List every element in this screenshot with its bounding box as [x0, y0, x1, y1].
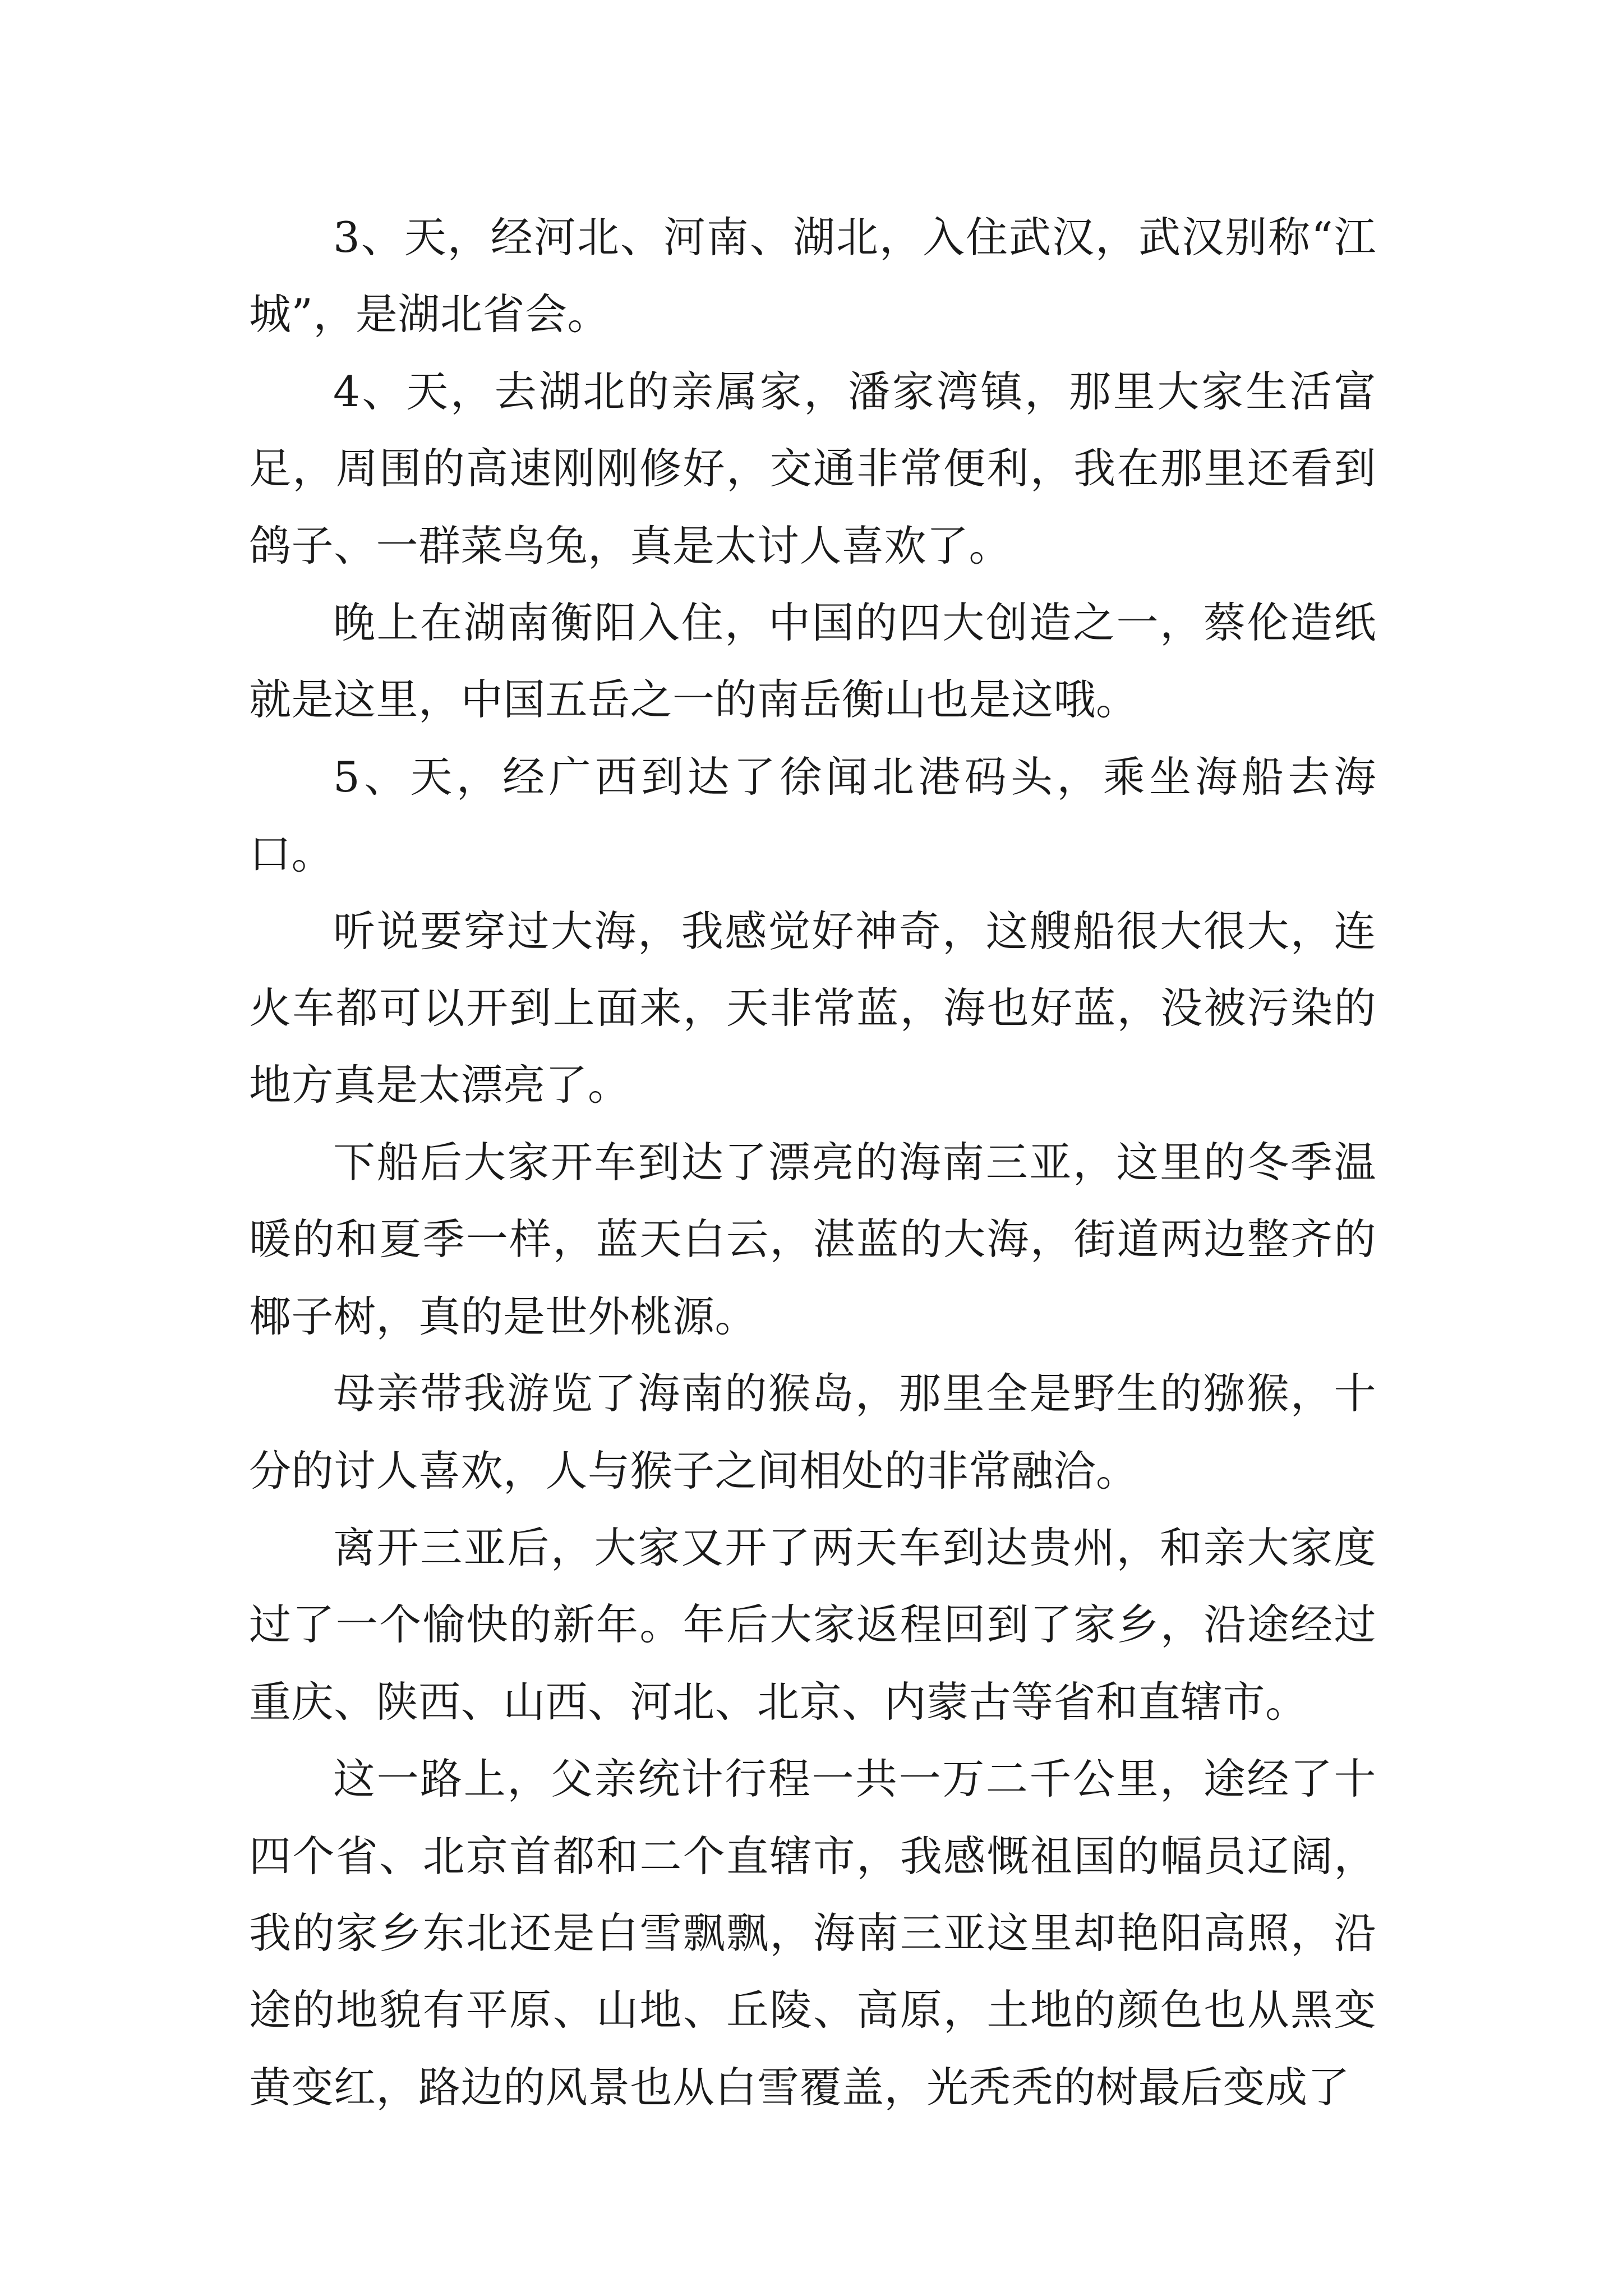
paragraph-7: 母亲带我游览了海南的猴岛，那里全是野生的猕猴，十分的讨人喜欢，人与猴子之间相处的非常融洽。 [249, 1369, 1376, 1496]
paragraph-4: 5、天，经广西到达了徐闻北港码头，乘坐海船去海口。 [249, 752, 1376, 879]
body-text [249, 199, 1376, 2126]
paragraph-1: 3、天，经河北、河南、湖北，入住武汉，武汉别称“江城”，是湖北省会。 [249, 213, 1376, 339]
paragraph-3: 晚上在湖南衡阳入住，中国的四大创造之一，蔡伦造纸就是这里，中国五岳之一的南岳衡山也是这哦。 [249, 598, 1376, 725]
paragraph-5: 听说要穿过大海，我感觉好神奇，这艘船很大很大，连火车都可以开到上面来，天非常蓝，海也好蓝，没被污染的地方真是太漂亮了。 [249, 906, 1376, 1110]
paragraph-2: 4、天，去湖北的亲属家，潘家湾镇，那里大家生活富足，周围的高速刚刚修好，交通非常便利，我在那里还看到鸽子、一群菜鸟兔，真是太讨人喜欢了。 [249, 366, 1376, 570]
paragraph-8: 离开三亚后，大家又开了两天车到达贵州，和亲大家度过了一个愉快的新年。年后大家返程回到了家乡，沿途经过重庆、陕西、山西、河北、北京、内蒙古等省和直辖市。 [249, 1522, 1376, 1727]
paragraph-9: 这一路上，父亲统计行程一共一万二千公里，途经了十四个省、北京首都和二个直辖市，我感慨祖国的幅员辽阔，我的家乡东北还是白雪飘飘，海南三亚这里却艳阳高照，沿途的地貌有平原、山地、丘陵、高原，土地的颜色也从黑变黄变红，路边的风景也从白雪覆盖，光秃秃的树最后变成了 [249, 1754, 1376, 2112]
paragraph-6: 下船后大家开车到达了漂亮的海南三亚，这里的冬季温暖的和夏季一样，蓝天白云，湛蓝的大海，街道两边整齐的椰子树，真的是世外桃源。 [249, 1137, 1376, 1341]
